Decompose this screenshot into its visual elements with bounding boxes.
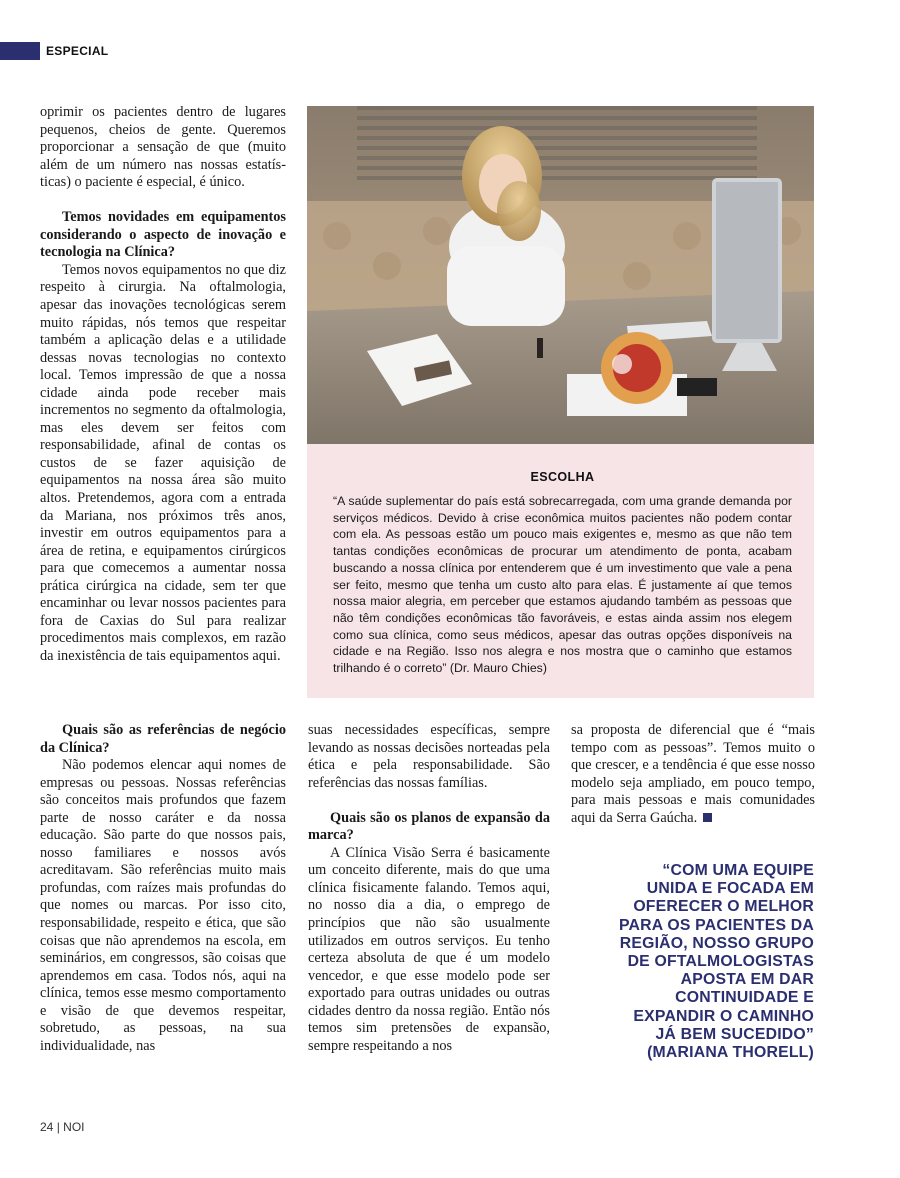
end-of-article-mark [703,813,712,822]
column-1-top [40,104,286,666]
caption-title: ESCOLHA [530,470,595,484]
column-3 [571,722,815,827]
pull-quote-line: JÁ BEM SUCEDIDO” [655,1025,814,1043]
pull-quote-line: CONTINUIDADE E [675,989,814,1007]
paragraph [571,722,815,827]
footer-separator: | [56,1120,60,1134]
paragraph: oprimir os pacientes dentro de lugares pequenos, cheios de gente. Queremos proporcionar a sensação de que (muito além de um número nas nossas estatísticas) o paciente é especial, é único. [40,104,286,191]
caption-text: “A saúde suplementar do país está sobrecarregada, com uma grande demanda por serviços médicos. Devido à crise econômica muitos pacientes não podem contar com ela. As pessoas estão um pouco mais exigentes e, mesmo as que não tem tantas condições econômicas de procurar um atendimento de ponta, acabam buscando a nossa clínica por entenderem que é um investimento que vale a pena ser feito, mesmo que tenha um custo alto para elas. É justamente aí que temos nossa maior alegria, em perceber que estamos ajudando também as pessoas que não têm condições econômicas tão favoráveis, e estas ainda assim nos elegem como sua clínica, como seus médicos, apesar das outras opções disponíveis na cidade e na Região. Isso nos alegra e nos mostra que o caminho que estamos trilhando é o correto” (Dr. Mauro Chies) [333,494,792,676]
pull-quote [584,862,814,1062]
pull-quote-attribution: (MARIANA THORELL) [647,1044,814,1062]
interview-answer: Temos novos equipamentos no que diz respeito à cirurgia. Na oftalmologia, apesar das inovações tecnológicas serem muito rápidas, nós temos que respeitar também a aplicação delas e a utilidade dessas novas tecnologias no contexto local. Temos impressão de que a nossa cidade ainda pode receber mais incrementos no segmento da oftalmologia, mas eles devem ser feitos com responsabilidade, afinal de contas os custos de se fazer aquisição de equipamentos na nossa área são muito altos. Pretendemos, agora com a entrada da Mariana, nos próximos três anos, investir em outros equipamentos para a área de retina, e equipamentos cirúrgicos para que comecemos a aumentar nossa prática cirúrgica na cidade, sem ter que encaminhar ou levar nossos pacientes para fora de Caxias do Sul para realizar procedimentos mais complexos, em razão da inexistência de tais equipamentos aqui. [40,261,286,664]
interview-answer: Não podemos elencar aqui nomes de empresas ou pessoas. Nossas referências são conceitos mais profundos que fazem parte de nosso caráter e da nossa educação. São parte do que nossos pais, nosso familiares e nossos avós acreditavam. São referências muito mais profundas, com raízes mais profundas do que nomes ou marcas. Por isso cito, responsabilidade, respeito e ética, que são coisas que não aprendemos na escola, em seminários, em congressos, são coisas que aprendemos em casa. Todos nós, aqui na clínica, temos esse mesmo comportamento e visão de que devemos respeitar, sobretudo, as pessoas, na sua individualidade, nas [40,757,286,1054]
column-2 [308,722,550,1055]
section-label: ESPECIAL [46,44,109,58]
pull-quote-line: UNIDA E FOCADA EM [646,880,814,898]
interview-question: Quais são os planos de expansão da marca? [308,809,550,844]
interview-question: Quais são as referências de negócio da Clínica? [40,722,286,756]
magazine-name: NOI [63,1120,85,1134]
pull-quote-line: “COM UMA EQUIPE [662,862,814,879]
article-photo [307,106,814,444]
pull-quote-line: PARA OS PACIENTES DA [618,916,814,934]
photo-caption-box [307,444,814,698]
interview-question: Temos novidades em equipamentos considerando o aspecto de inovação e tecnologia na Clínica? [40,209,286,261]
pull-quote-line: REGIÃO, NOSSO GRUPO [619,934,814,952]
pull-quote-line: DE OFTALMOLOGISTAS [627,953,814,971]
interview-answer: A Clínica Visão Serra é basicamente um conceito diferente, mais do que uma clínica fisicamente falando. Temos aqui, no nosso dia a dia, o emprego de princípios que não são usualmente utilizados em outros serviços. Eu tenho certeza absoluta de que é um modelo vencedor, e que esse modelo pode ser exportado para outras unidades ou outras cidades dentro da nossa região. Então nós temos sim pretensões de expansão, sempre respeitando a nos [308,844,550,1054]
page-footer [40,1120,85,1134]
pull-quote-line: APOSTA EM DAR [680,971,814,989]
page-number: 24 [40,1120,54,1134]
paragraph: suas necessidades específicas, sempre levando as nossas decisões norteadas pela ética e pela responsabilidade. São referências das nossas famílias. [308,722,550,791]
pull-quote-line: OFERECER O MELHOR [633,898,814,916]
column-1-bottom [40,722,286,1055]
paragraph-text: sa proposta de diferencial que é “mais tempo com as pessoas”. Temos muito o que crescer, e a tendência é que esse nosso modelo seja ampliado, em pouco tempo, para mais pessoas e mais comunidades aqui da Serra Gaúcha. [571,722,815,826]
pull-quote-line: EXPANDIR O CAMINHO [633,1007,814,1025]
section-color-bar [0,42,40,60]
